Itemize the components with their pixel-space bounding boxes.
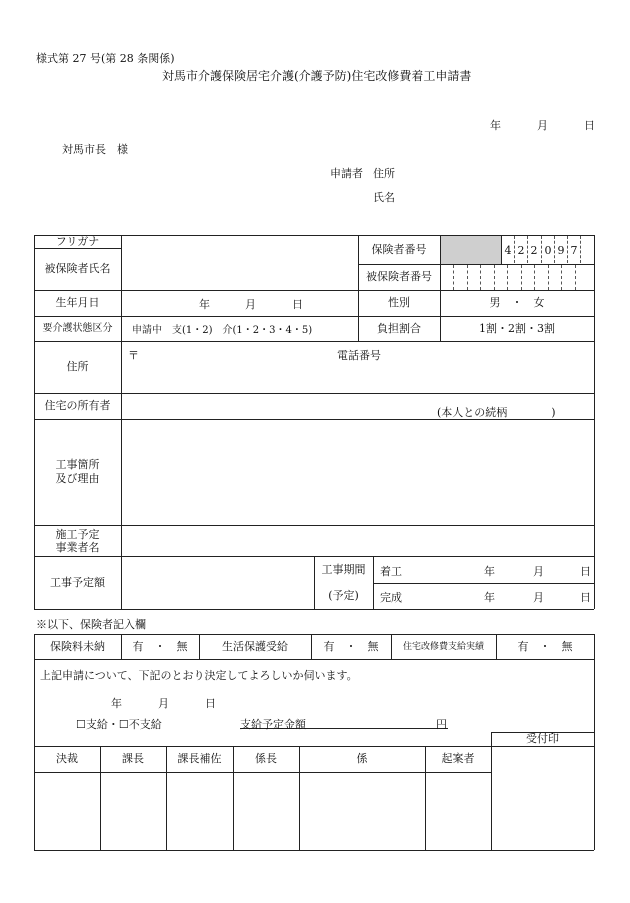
decision-year: 年: [111, 697, 122, 710]
approval-column: 係長: [255, 752, 277, 765]
burden-ratio-label: 負担割合: [377, 321, 421, 335]
gender-label: 性別: [388, 296, 410, 309]
birth-date-label: 生年月日: [55, 296, 100, 309]
start-day: 日: [580, 565, 591, 578]
amount-label: 工事予定額: [50, 575, 105, 589]
birth-day-label: 日: [292, 298, 303, 311]
care-level-label: 要介護状態区分: [42, 322, 113, 334]
welfare-options: 有 ・ 無: [323, 639, 379, 653]
insurer-digit: 0: [544, 244, 552, 257]
owner-label: 住宅の所有者: [44, 399, 111, 412]
date-day-label: 日: [584, 119, 595, 132]
premium-unpaid-options: 有 ・ 無: [132, 639, 188, 653]
date-month-label: 月: [537, 119, 548, 132]
end-day: 日: [580, 591, 591, 604]
period-note: (予定): [328, 589, 359, 602]
addressee: 対馬市長 様: [62, 143, 128, 156]
applicant-address-label: 住所: [373, 167, 395, 180]
insured-number-label: 被保険者番号: [366, 270, 432, 283]
planned-amount-label: 支給予定金額: [240, 718, 306, 731]
postal-mark: 〒: [128, 349, 139, 362]
form-number: 様式第 27 号(第 28 条関係): [36, 52, 175, 65]
insurer-section-heading: ※以下、保険者記入欄: [36, 618, 146, 631]
approval-column: 課長: [122, 752, 144, 765]
payment-checkboxes[interactable]: ☐支給・☐不支給: [76, 718, 162, 731]
insurer-digit: 4: [504, 244, 512, 257]
approval-column: 決裁: [56, 752, 78, 765]
burden-ratio-options: 1割・2割・3割: [479, 321, 555, 335]
yen-label: 円: [436, 718, 447, 731]
insured-name-label: 被保険者氏名: [44, 262, 111, 275]
premium-unpaid-label: 保険料未納: [50, 639, 105, 653]
end-month: 月: [533, 591, 544, 604]
welfare-label: 生活保護受給: [222, 639, 288, 653]
relation-label: (本人との続柄 ): [437, 406, 556, 419]
shaded-cell: [441, 236, 501, 264]
start-label: 着工: [380, 565, 402, 578]
furigana-label: フリガナ: [55, 234, 100, 248]
work-place-label: 工事箇所 及び理由: [55, 458, 100, 485]
birth-month-label: 月: [245, 298, 256, 311]
care-level-options: 申請中 支(1・2) 介(1・2・3・4・5): [132, 325, 313, 336]
renovation-record-label: 住宅改修費支給実績: [402, 641, 484, 652]
renovation-record-options: 有 ・ 無: [517, 639, 573, 653]
gender-options: 男 ・ 女: [489, 296, 545, 309]
start-year: 年: [484, 565, 495, 578]
approval-column: 係: [356, 752, 368, 765]
decision-day: 日: [205, 697, 216, 710]
insurer-digit: 2: [517, 244, 525, 257]
insurer-digit: 2: [530, 244, 538, 257]
insurer-digit: 9: [557, 244, 565, 257]
period-label: 工事期間: [321, 562, 366, 576]
insurer-number-label: 保険者番号: [371, 242, 427, 256]
phone-label: 電話番号: [337, 349, 381, 362]
date-year-label: 年: [490, 119, 501, 132]
approval-column: 課長補佐: [177, 752, 222, 765]
applicant-label: 申請者: [330, 167, 363, 180]
approval-column: 起案者: [441, 752, 475, 765]
receipt-stamp-label: 受付印: [526, 732, 559, 745]
applicant-name-label: 氏名: [373, 191, 395, 204]
start-month: 月: [533, 565, 544, 578]
end-label: 完成: [380, 591, 402, 604]
form-title: 対馬市介護保険居宅介護(介護予防)住宅改修費着工申請書: [162, 69, 472, 83]
decision-text: 上記申請について、下記のとおり決定してよろしいか伺います。: [40, 669, 358, 682]
decision-month: 月: [158, 697, 169, 710]
end-year: 年: [484, 591, 495, 604]
birth-year-label: 年: [199, 298, 210, 311]
address-label: 住所: [66, 360, 89, 373]
insurer-digit: 7: [570, 244, 578, 257]
contractor-label: 施工予定 事業者名: [55, 527, 100, 554]
